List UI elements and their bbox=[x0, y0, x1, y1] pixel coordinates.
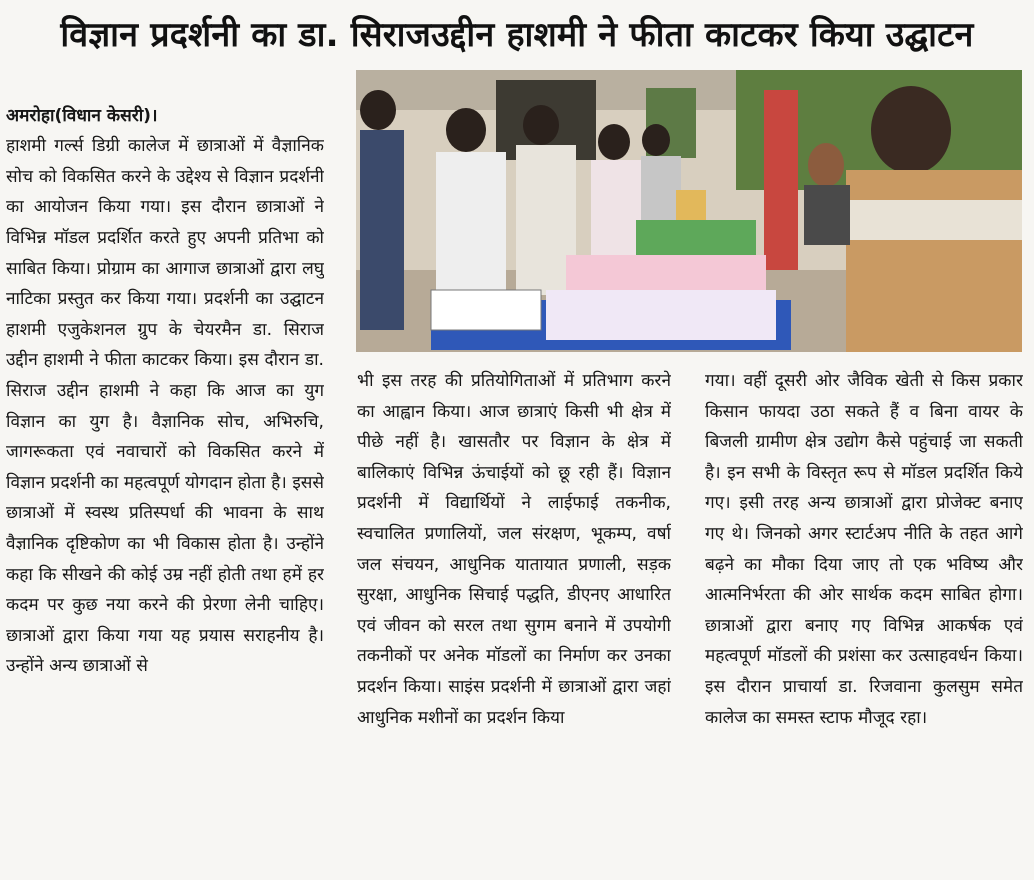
exhibition-photo-illustration bbox=[356, 70, 1022, 352]
news-photo bbox=[356, 70, 1022, 352]
article-column-1 bbox=[6, 70, 324, 876]
dateline: अमरोहा(विधान केसरी)। bbox=[6, 105, 158, 126]
article-column-2: भी इस तरह की प्रतियोगिताओं में प्रतिभाग करने का आह्वान किया। आज छात्राएं किसी भी क्षेत्र में पीछे नहीं है। खासतौर पर विज्ञान के क्षेत्र में बालिकाएं विभिन्न ऊंचाईयों को छू रही हैं। विज्ञान प्रदर्शनी में विद्यार्थियों ने लाईफाई तकनीक, स्वचालित प्रणालियों, जल संरक्षण, भूकम्प, वर्षा जल संचयन, आधुनिक यातायात प्रणाली, सड़क सुरक्षा, आधुनिक सिचाई पद्धति, डीएनए आधारित एवं जीवन को सरल तथा सुगम बनाने में उपयोगी तकनीकों पर अनेक मॉडलों का निर्माण कर उनका प्रदर्शन किया। साइंस प्रदर्शनी में छात्राओं द्वारा जहां आधुनिक मशीनों का प्रदर्शन किया bbox=[357, 371, 671, 728]
column-1-body: हाशमी गर्ल्स डिग्री कालेज में छात्राओं में वैज्ञानिक सोच को विकसित करने के उद्देश्य से विज्ञान प्रदर्शनी का आयोजन किया गया। इस दौरान छात्राओं ने विभिन्न मॉडल प्रदर्शित करते हुए अपनी प्रतिभा को साबित किया। प्रोग्राम का आगाज छात्राओं द्वारा लघु नाटिका प्रस्तुत कर किया गया। प्रदर्शनी का उद्घाटन हाशमी एजुकेशनल ग्रुप के चेयरमैन डा. सिराज उद्दीन हाशमी ने फीता काटकर किया। इस दौरान डा. सिराज उद्दीन हाशमी ने कहा कि आज का युग विज्ञान का युग है। वैज्ञानिक सोच, अभिरुचि, जागरूकता एवं नवाचारों को विकसित करने में विज्ञान प्रदर्शनी का महत्वपूर्ण योगदान होता है। इससे छात्राओं में स्वस्थ प्रतिस्पर्धा की भावना के साथ वैज्ञानिक दृष्टिकोण का भी विकास होता है। उन्होंने कहा कि सीखने की कोई उम्र नहीं होती तथा हमें हर कदम पर कुछ नया करने की प्रेरणा लेनी चाहिए। छात्राओं द्वारा किया गया यह प्रयास सराहनीय है। उन्होंने अन्य छात्राओं से bbox=[6, 136, 324, 677]
article-column-3: गया। वहीं दूसरी ओर जैविक खेती से किस प्रकार किसान फायदा उठा सकते हैं व बिना वायर के बिजली ग्रामीण क्षेत्र उद्योग कैसे पहुंचाई जा सकती है। इन सभी के विस्तृत रूप से मॉडल प्रदर्शित किये गए। इसी तरह अन्य छात्राओं द्वारा प्रोजेक्ट बनाए गए थे। जिनको अगर स्टार्टअप नीति के तहत आगे बढ़ने का मौका दिया जाए तो एक भविष्य और आत्मनिर्भरता की ओर सार्थक कदम साबित होगा। छात्राओं द्वारा बनाए गए विभिन्न आकर्षक एवं महत्वपूर्ण मॉडलों की प्रशंसा कर उत्साहवर्धन किया। इस दौरान प्राचार्या डा. रिजवाना कुलसुम समेत कालेज का समस्त स्टाफ मौजूद रहा। bbox=[705, 371, 1023, 728]
headline: विज्ञान प्रदर्शनी का डा. सिराजउद्दीन हाशमी ने फीता काटकर किया उद्घाटन bbox=[60, 15, 974, 55]
